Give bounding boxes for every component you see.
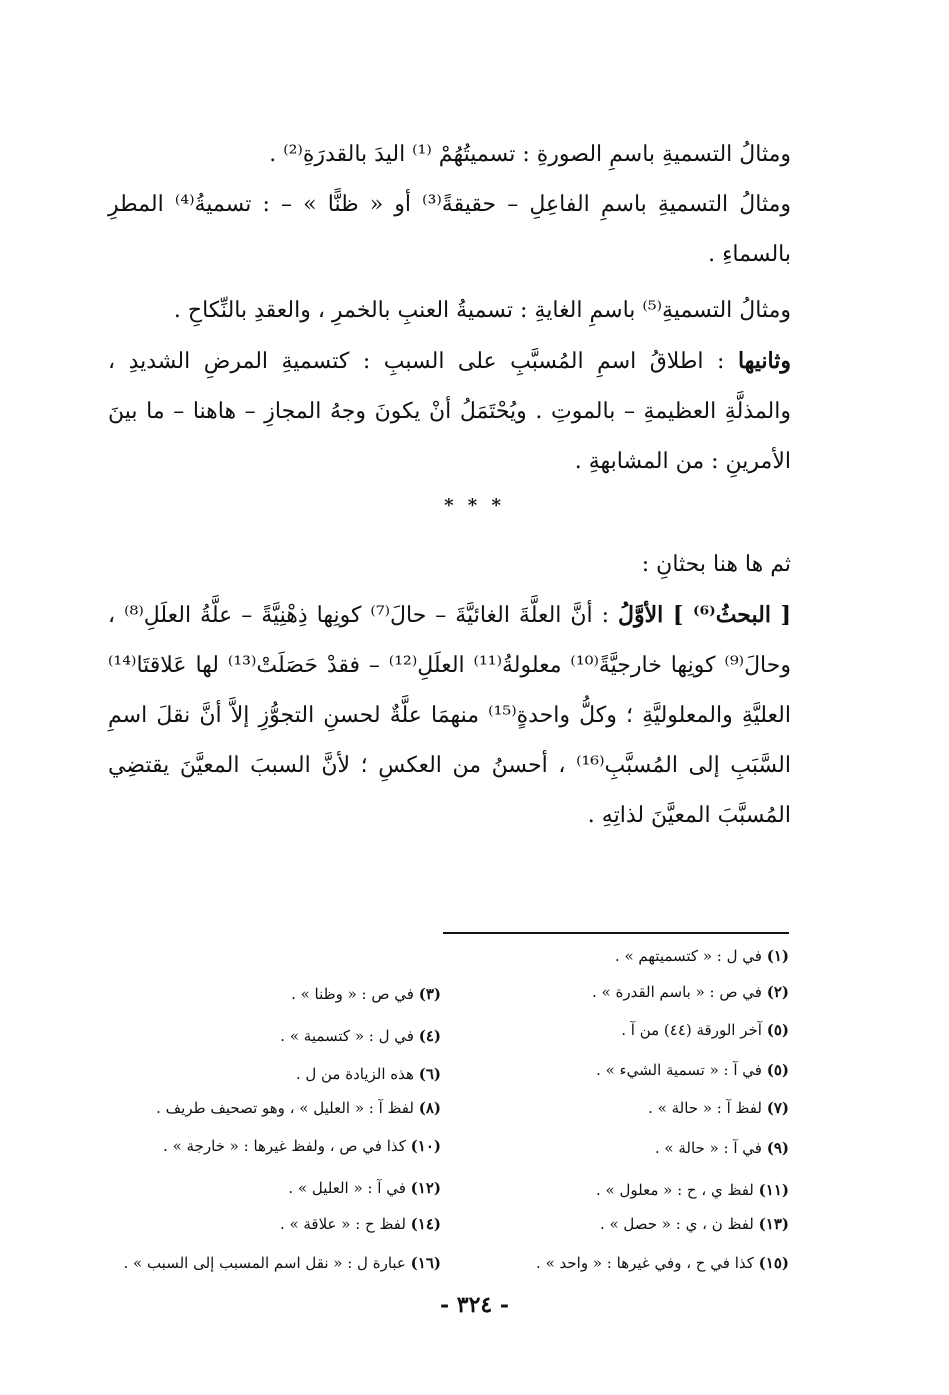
heading-first: الأوَّلُ bbox=[618, 602, 664, 628]
paragraph: ومثالُ التسميةِ باسمِ الفاعِلِ – حقيقةً⁽³⁾ أو « ظنًّا » – : تسميةُ⁽⁴⁾ المطرِ بالسماءِ . bbox=[108, 192, 791, 267]
footnote: (٥) في آ : « تسمية الشيء » . bbox=[596, 1061, 789, 1079]
footnote: (٧) لفظ آ : « حالة » . bbox=[648, 1099, 789, 1117]
footnote-divider bbox=[443, 932, 789, 934]
footnote: (٨) لفظ آ : « العليل » ، وهو تصحيف طريف . bbox=[156, 1099, 441, 1117]
footnote: (١٦) عبارة ل : « نقل اسم المسبب إلى السبب » . bbox=[123, 1254, 441, 1272]
footnote: (١٠) كذا في ص ، ولفظ غيرها : « خارجة » . bbox=[163, 1137, 441, 1155]
paragraph: ومثالُ التسميةِ باسمِ الصورةِ : تسميتُهُمْ ⁽¹⁾ اليدَ بالقدرَةِ⁽²⁾ . bbox=[269, 142, 791, 167]
footnote: (١٤) لفظ ح : « علاقة » . bbox=[279, 1215, 441, 1233]
paragraph-text: : أنَّ العلَّةَ الغائيَّةَ – حالَ⁽⁷⁾ كونِها ذِهْنِيَّةً – علَّةُ العلَلِ⁽⁸⁾ ، وحالَ⁽⁹⁾ كونِها خارجيَّةً⁽¹⁰⁾ معلولةُ⁽¹¹⁾ العلَلِ⁽¹²⁾ – فقدْ حَصَلَتْ⁽¹³⁾ لها عَلاقتَا⁽¹⁴⁾ العليَّةِ والمعلوليَّةِ ؛ وكلُّ واحدةٍ⁽¹⁵⁾ منهمَا علَّةٌ لحسنِ التجوُّزِ إلاَّ أنَّ نقلَ اسمِ السَّبَبِ إلى المُسبَّبِ⁽¹⁶⁾ ، أحسنُ من العكسِ ؛ لأنَّ السببَ المعيَّنَ يقتضِي المُسبَّبَ المعيَّنَ لذاتِهِ . bbox=[108, 603, 791, 828]
footnote: (٤) في ل : « كتسمية » . bbox=[280, 1027, 441, 1045]
paragraph-discussions bbox=[108, 540, 791, 841]
footnote: (١٣) لفظ ن ، ي : « حصل » . bbox=[599, 1215, 789, 1233]
paragraph-lead: وثانيها bbox=[737, 348, 791, 374]
paragraph bbox=[108, 590, 791, 841]
section-separator: * * * bbox=[444, 495, 505, 516]
footnote: (١٢) في آ : « العليل » . bbox=[288, 1179, 441, 1197]
paragraph: ومثالُ التسميةِ⁽⁵⁾ باسمِ الغايةِ : تسميةُ العنبِ بالخمرِ ، والعقدِ بالنِّكاحِ . bbox=[173, 298, 791, 323]
footnote: (١٥) كذا في ح ، وفي غيرها : « واحد » . bbox=[536, 1254, 789, 1272]
paragraph-text: : اطلاقُ اسمِ المُسبَّبِ على السببِ : كتسميةِ المرضِ الشديدِ ، والمذلَّةِ العظيمةِ – بالموتِ . ويُحْتَمَلُ أنْ يكونَ وجهُ المجازِ – هاهنا – ما بينَ الأمرينِ : من المشابهةِ . bbox=[108, 349, 791, 474]
footnote: (١) في ل : « كتسميتهم » . bbox=[614, 947, 789, 965]
footnote: (٣) في ص : « وظنا » . bbox=[291, 985, 441, 1003]
footnote: (٩) في آ : « حالة » . bbox=[654, 1139, 789, 1157]
paragraph: ثم ها هنا بحثانِ : bbox=[641, 552, 791, 577]
paragraph-form-naming bbox=[108, 130, 791, 487]
footnote: (٥) آخر الورقة (٤٤) من آ . bbox=[621, 1021, 789, 1039]
paragraph bbox=[108, 336, 791, 487]
footnote: (١١) لفظ ي ، ح : « معلول » . bbox=[596, 1181, 789, 1199]
footnote: (٦) هذه الزيادة من ل . bbox=[295, 1065, 441, 1083]
bracket-heading: [ البحثُ⁽⁶⁾ ] bbox=[663, 602, 792, 628]
page-number: - ٣٢٤ - bbox=[439, 1292, 510, 1318]
footnote: (٢) في ص : « باسم القدرة » . bbox=[591, 983, 789, 1001]
